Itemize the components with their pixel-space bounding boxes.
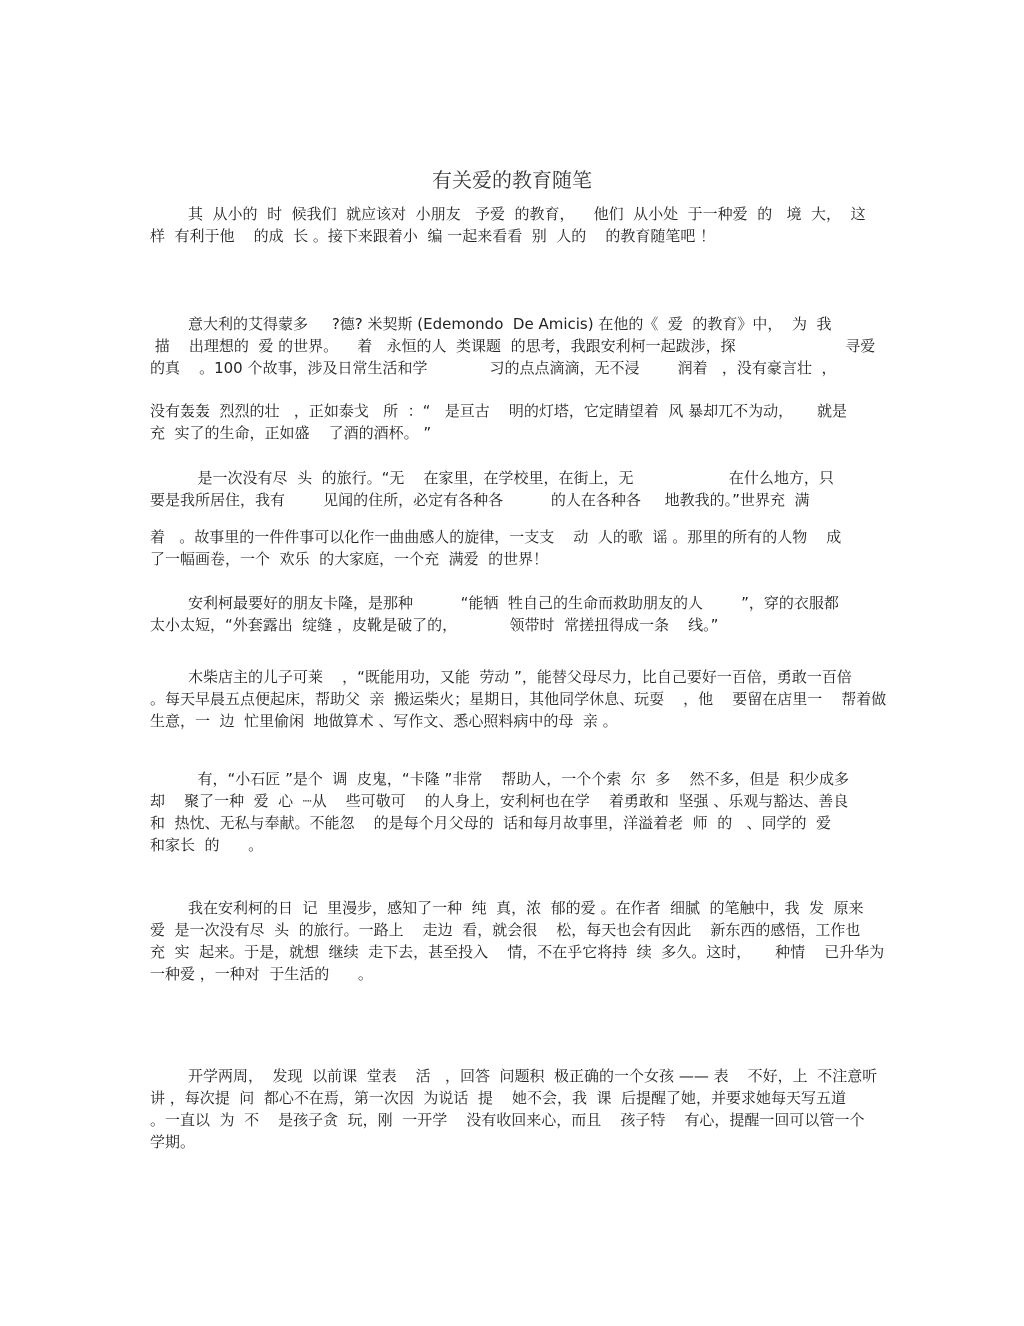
intro-paragraph xyxy=(150,203,870,247)
text-line: 爱 是一次没有尽 头 的旅行。一路上 走边 看，就会很 松，每天也会有因此 新东西的感悟，工作也 xyxy=(150,921,861,939)
text-line: 和 热忱、无私与奉献。不能忽 的是每个月父母的 话和每月故事里，洋溢着老 师 的 、同学的 爱 xyxy=(150,814,832,832)
text-line: 着 。故事里的一件件事可以化作一曲曲感人的旋律，一支支 动 人的歌 谣 。那里的所有的人物 成 xyxy=(150,528,842,546)
text-line: 意大利的艾得蒙多 ?德? 米契斯 (Edemondo De Amicis) 在他的《 爱 的教育》中， 为 我 xyxy=(188,315,832,333)
text-line: 开学两周， 发现 以前课 堂表 活 ，回答 问题积 极正确的一个女孩 —— 表 不好，上 不注意听 xyxy=(188,1067,878,1085)
text-line: 没有轰轰 烈烈的壮 ，正如泰戈 所 ：“ 是亘古 明的灯塔，它定睛望着 风 暴却兀不为动， 就是 xyxy=(150,402,847,420)
body-paragraph xyxy=(150,526,870,570)
body-paragraph xyxy=(150,400,870,444)
text-line: 要是我所居住，我有 见闻的住所，必定有各种各 的人在各种各 地教我的。”世界充 满 xyxy=(150,491,810,509)
text-line: 安利柯最要好的朋友卡隆，是那种 “能牺 牲自己的生命而救助朋友的人 ”，穿的衣服都 xyxy=(188,594,839,612)
body-paragraph xyxy=(150,768,870,856)
text-line: 和家长 的 。 xyxy=(150,836,264,854)
body-paragraph xyxy=(150,467,870,511)
document-title: 有关爱的教育随笔 xyxy=(432,168,592,192)
text-line: 样 有利于他 的成 长 。接下来跟着小 编 一起来看看 别 人的 的教育随笔吧 ！ xyxy=(150,227,716,245)
text-line: 。一直以 为 不 是孩子贪 玩，刚 一开学 没有收回来心，而且 孩子特 有心，提醒一回可以管一个 xyxy=(150,1111,865,1129)
body-paragraph xyxy=(150,313,876,379)
text-line: 太小太短，“外套露出 绽缝 ，皮靴是破了的， 领带时 常搓扭得成一条 线。” xyxy=(150,616,719,634)
text-line: 木柴店主的儿子可莱 ，“既能用功，又能 劳动 ”，能替父母尽力，比自己要好一百倍，勇敢一百倍 xyxy=(188,668,852,686)
text-line: 充 实了的生命，正如盛 了酒的酒杯。 ” xyxy=(150,424,432,442)
text-line: 的真 。100 个故事，涉及日常生活和学 习的点点滴滴，无不浸 润着 ，没有豪言壮 ， xyxy=(150,359,837,377)
body-paragraph xyxy=(150,666,887,732)
text-line: 。每天早晨五点便起床，帮助父 亲 搬运柴火；星期日，其他同学休息、玩耍 ，他 要留在店里一 帮着做 xyxy=(150,690,887,708)
text-line: 生意，一 边 忙里偷闲 地做算术 、写作文、悉心照料病中的母 亲 。 xyxy=(150,712,618,730)
text-line: 我在安利柯的日 记 里漫步，感知了一种 纯 真，浓 郁的爱 。在作者 细腻 的笔触中，我 发 原来 xyxy=(188,899,864,917)
text-line: 学期。 xyxy=(150,1133,196,1151)
text-line: 其 从小的 时 候我们 就应该对 小朋友 予爱 的教育， 他们 从小处 于一种爱 的 境 大， 这 xyxy=(188,205,866,223)
body-paragraph xyxy=(150,592,870,636)
body-paragraph xyxy=(150,897,885,985)
text-line: 充 实 起来。于是，就想 继续 走下去，甚至投入 情，不在乎它将持 续 多久。这时， 种情 已升华为 xyxy=(150,943,885,961)
body-paragraph xyxy=(150,1065,878,1153)
text-line: 是一次没有尽 头 的旅行。“无 在家里，在学校里，在街上，无 在什么地方，只 xyxy=(188,469,834,487)
text-line: 却 聚了一种 爱 心 ┈从 些可敬可 的人身上，安利柯也在学 着勇敢和 坚强 、乐观与豁达、善良 xyxy=(150,792,849,810)
text-line: 了一幅画卷，一个 欢乐 的大家庭，一个充 满爱 的世界！ xyxy=(150,550,549,568)
text-line: 描 出理想的 爱 的世界。 着 永恒的人 类课题 的思考，我跟安利柯一起跋涉，探 寻爱 xyxy=(150,337,876,355)
text-line: 一种爱 ，一种对 于生活的 。 xyxy=(150,965,373,983)
text-line: 讲 ，每次提 问 都心不在焉，第一次因 为说话 提 她不会，我 课 后提醒了她，并要求她每天写五道 xyxy=(150,1089,847,1107)
text-line: 有，“小石匠 ”是个 调 皮鬼，“卡隆 ”非常 帮助人，一个个索 尔 多 然不多，但是 积少成多 xyxy=(188,770,849,788)
